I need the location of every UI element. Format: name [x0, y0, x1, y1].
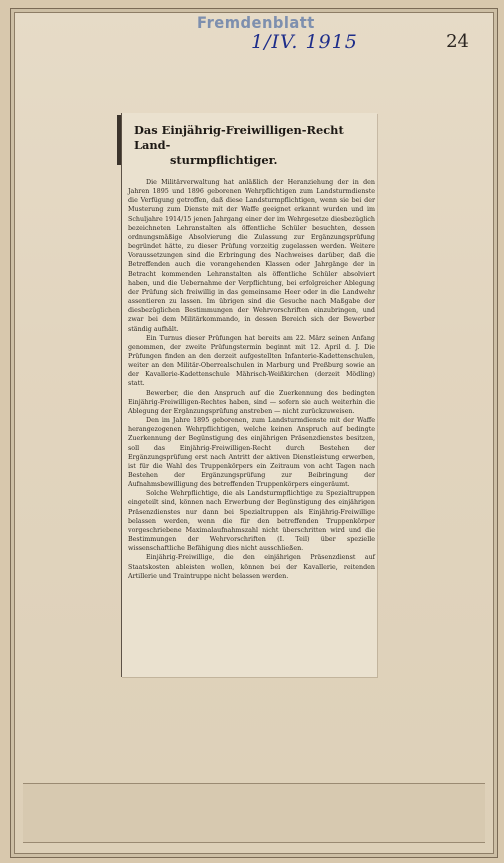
article-title: [134, 123, 375, 168]
article-body: [128, 178, 375, 581]
article-title-line2: sturmpflichtiger.: [170, 153, 278, 167]
paragraph: Ein Turnus dieser Prüfungen hat bereits am 22. März seinen Anfang genommen, der zweite Prüfungstermin beginnt mit 12. April d. J. Die Prüfungen finden an den derzeit aufgestellten Infanterie-Kadettenschulen, weiter an den Militär-Oberrealschulen in Marburg und Preßburg sowie an der Kavallerie-Kadettenschule Mährisch-Weißkirchen (derzeit Mödling) statt.: [128, 334, 375, 388]
paragraph: Einjährig-Freiwillige, die den einjährigen Präsenzdienst auf Staatskosten ableisten wollen, können bei der Kavallerie, reitenden Artillerie und Traintruppe nicht belassen werden.: [128, 554, 375, 580]
page-number: 24: [446, 31, 469, 52]
newspaper-stamp: Fremdenblatt: [197, 13, 315, 32]
article-title-line1: Das Einjährig-Freiwilligen-Recht Land-: [134, 123, 344, 152]
handwritten-date: 1/IV. 1915: [251, 31, 358, 53]
archive-sheet: [10, 8, 498, 858]
paragraph: Solche Wehrpflichtige, die als Landsturmpflichtige zu Spezialtruppen eingeteilt sind, können nach Erwerbung der Begünstigung des einjährigen Präsenzdienstes nur dann bei Spezialtruppen als Einjährig-Freiwillige belassen werden, wenn die für den betreffenden Truppenkörper vorgeschriebene Maximalaufnahmszahl nicht überschritten wird und die Bestimmungen der Wehrvorschriften (I. Teil) über spezielle wissenschaftliche Befähigung dies nicht ausschließen.: [128, 490, 375, 553]
paragraph: Die Militärverwaltung hat anläßlich der Heranziehung der in den Jahren 1895 und 1896 geborenen Wehrpflichtigen zum Landsturmdienste die Verfügung getroffen, daß diese Landsturmpflichtigen, wenn sie bei der Musterung zum Dienste mit der Waffe geeignet erkannt wurden und im Schuljahre 1914/15 jenen Jahrgang einer der im Wehrgesetze diesbezüglich bezeichneten Lehranstalten als öffentliche Schüler besuchten, dessen ordnungsmäßige Absolvierung die Zulassung zur Ergänzungsprüfung begründet hätte, zu dieser Prüfung vorzeitig zugelassen werden. Weitere Voraussetzungen sind die Erbringung des Nachweises darüber, daß die Betreffenden auch die vorangehenden Klassen oder Jahrgänge der in Betracht kommenden Lehranstalten als öffentliche Schüler absolviert haben, und die Uebernahme der Verpflichtung, bei erfolgreicher Ablegung der Prüfung sich freiwillig in das gemeinsame Heer oder in die Landwehr assentieren zu lassen. Im übrigen sind die Gesuche nach Maßgabe der diesbezüglichen Bestimmungen der Wehrvorschriften einzubringen, und zwar bei dem Militärkommando, in dessen Bereich sich der Bewerber ständig aufhält.: [128, 179, 375, 333]
paragraph: Den im Jahre 1895 geborenen, zum Landsturmdienste mit der Waffe herangezogenen Wehrpflichtigen, welche keinen Anspruch auf bedingte Zuerkennung der Begünstigung des einjährigen Präsenzdienstes besitzen, soll das Einjährig-Freiwilligen-Recht durch Bestehen der Ergänzungsprüfung erst nach Antritt der aktiven Dienstleistung erwerben, ist für die Wahl des Truppenkörpers ein Zeitraum von acht Tagen nach Bestehen der Ergänzungsprüfung zur Beibringung der Aufnahmsbewilligung des betreffenden Truppenkörpers eingeräumt.: [128, 417, 375, 489]
paper-fold-strip: [23, 783, 485, 843]
newspaper-clipping: [121, 113, 377, 677]
paragraph: Bewerber, die den Anspruch auf die Zuerkennung des bedingten Einjährig-Freiwilligen-Rechtes haben, sind — sofern sie auch weiterhin die Ablegung der Ergänzungsprüfung anstreben — nicht zurückzuweisen.: [128, 389, 375, 415]
margin-bar: [117, 115, 121, 165]
